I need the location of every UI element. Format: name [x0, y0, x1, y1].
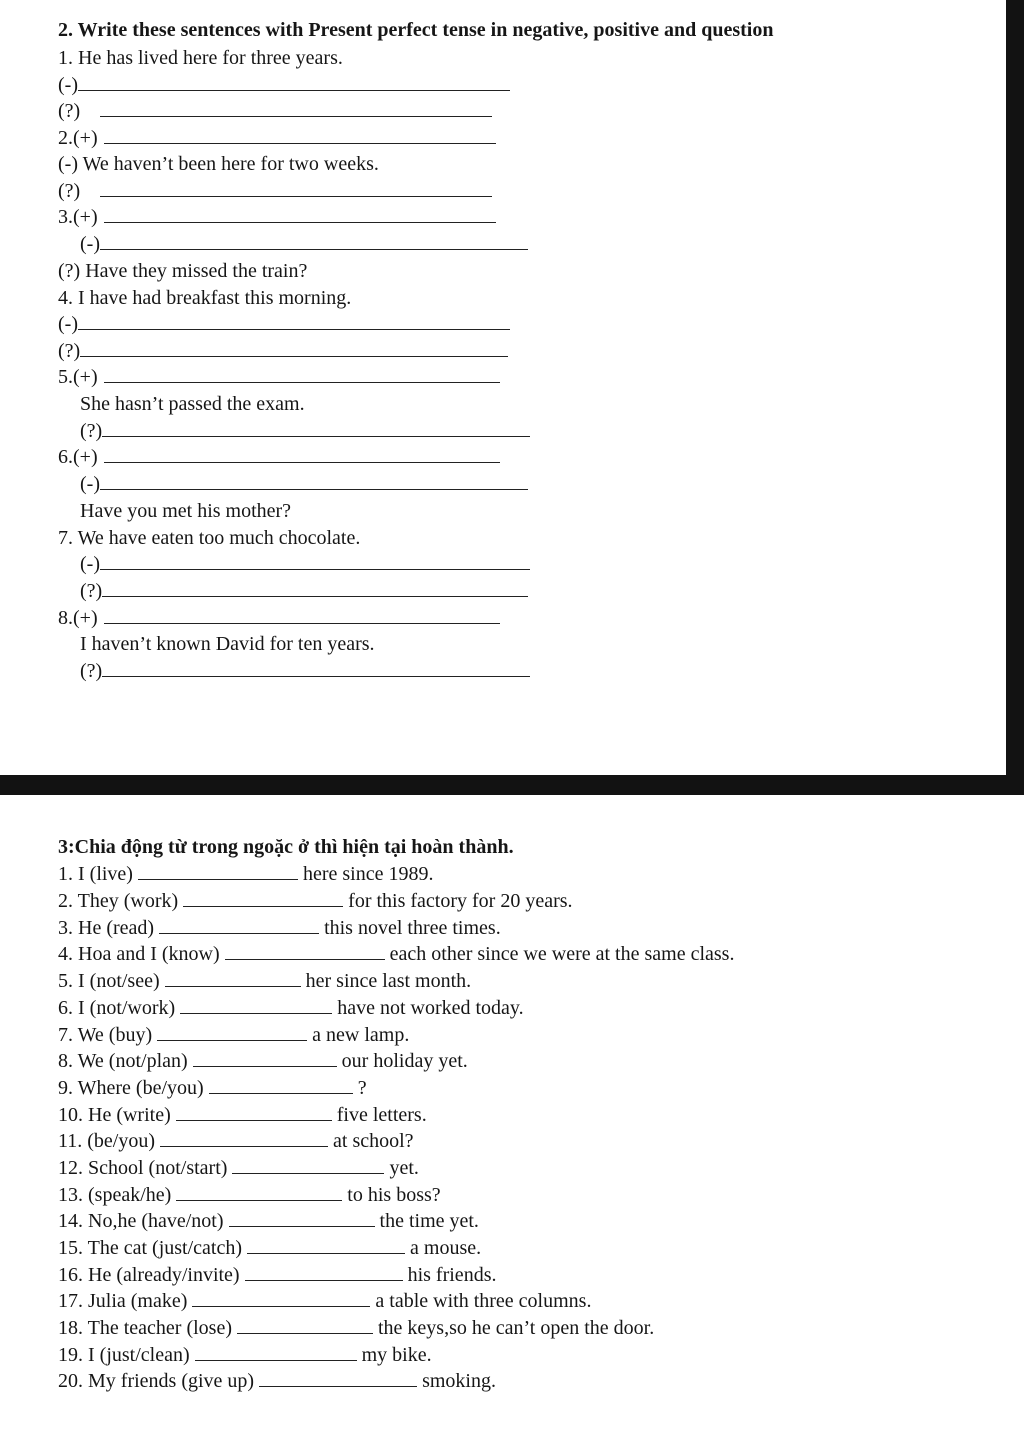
ex2-line-13: 5.(+) — [58, 365, 500, 389]
ex3-item-1: 1. I (live) here since 1989. — [58, 863, 434, 885]
answer-blank[interactable] — [100, 100, 492, 117]
ex2-line-16: 6.(+) — [58, 445, 500, 469]
answer-blank[interactable] — [100, 180, 492, 197]
ex3-item-8: 8. We (not/plan) our holiday yet. — [58, 1050, 468, 1072]
ex2-line-4: 2.(+) — [58, 126, 496, 150]
answer-blank[interactable] — [183, 890, 343, 907]
answer-blank[interactable] — [193, 1050, 337, 1067]
page-separator-band — [0, 775, 1024, 795]
answer-blank[interactable] — [100, 553, 530, 570]
answer-blank[interactable] — [247, 1237, 405, 1254]
exercise-3-title: 3:Chia động từ trong ngoặc ở thì hiện tại hoàn thành. — [58, 836, 514, 858]
ex2-line-8: (-) — [80, 232, 528, 256]
ex2-line-11: (-) — [58, 312, 510, 336]
answer-blank[interactable] — [176, 1104, 332, 1121]
ex2-line-24: (?) — [80, 659, 530, 683]
ex3-item-12: 12. School (not/start) yet. — [58, 1157, 419, 1179]
ex2-line-5: (-) We haven’t been here for two weeks. — [58, 153, 379, 175]
ex3-item-15: 15. The cat (just/catch) a mouse. — [58, 1237, 482, 1259]
ex2-line-12: (?) — [58, 339, 508, 363]
ex3-item-9: 9. Where (be/you) ? — [58, 1077, 367, 1099]
answer-blank[interactable] — [209, 1077, 353, 1094]
ex3-item-13: 13. (speak/he) to his boss? — [58, 1184, 441, 1206]
ex3-item-18: 18. The teacher (lose) the keys,so he can’t open the door. — [58, 1317, 655, 1339]
answer-blank[interactable] — [225, 943, 385, 960]
answer-blank[interactable] — [102, 660, 530, 677]
ex2-line-1: 1. He has lived here for three years. — [58, 47, 343, 69]
answer-blank[interactable] — [104, 607, 500, 624]
answer-blank[interactable] — [104, 206, 496, 223]
ex3-item-17: 17. Julia (make) a table with three columns. — [58, 1290, 592, 1312]
ex3-item-7: 7. We (buy) a new lamp. — [58, 1024, 410, 1046]
answer-blank[interactable] — [80, 340, 508, 357]
answer-blank[interactable] — [195, 1344, 357, 1361]
answer-blank[interactable] — [192, 1290, 370, 1307]
ex2-line-10: 4. I have had breakfast this morning. — [58, 287, 352, 309]
ex3-item-10: 10. He (write) five letters. — [58, 1104, 427, 1126]
answer-blank[interactable] — [104, 366, 500, 383]
ex3-item-11: 11. (be/you) at school? — [58, 1130, 414, 1152]
answer-blank[interactable] — [165, 970, 301, 987]
ex2-line-17: (-) — [80, 472, 528, 496]
answer-blank[interactable] — [180, 997, 332, 1014]
answer-blank[interactable] — [78, 74, 510, 91]
answer-blank[interactable] — [102, 420, 530, 437]
ex2-line-2: (-) — [58, 73, 510, 97]
ex2-line-7: 3.(+) — [58, 205, 496, 229]
ex3-item-20: 20. My friends (give up) smoking. — [58, 1370, 496, 1392]
answer-blank[interactable] — [102, 580, 528, 597]
answer-blank[interactable] — [157, 1024, 307, 1041]
ex3-item-4: 4. Hoa and I (know) each other since we were at the same class. — [58, 943, 735, 965]
answer-blank[interactable] — [78, 313, 510, 330]
answer-blank[interactable] — [237, 1317, 373, 1334]
ex3-item-5: 5. I (not/see) her since last month. — [58, 970, 472, 992]
answer-blank[interactable] — [100, 473, 528, 490]
ex3-item-2: 2. They (work) for this factory for 20 years. — [58, 890, 573, 912]
answer-blank[interactable] — [232, 1157, 384, 1174]
answer-blank[interactable] — [138, 863, 298, 880]
answer-blank[interactable] — [100, 233, 528, 250]
ex3-item-19: 19. I (just/clean) my bike. — [58, 1344, 432, 1366]
ex2-line-15: (?) — [80, 419, 530, 443]
ex2-line-22: 8.(+) — [58, 606, 500, 630]
answer-blank[interactable] — [176, 1184, 342, 1201]
ex2-line-14: She hasn’t passed the exam. — [80, 393, 305, 415]
answer-blank[interactable] — [160, 1130, 328, 1147]
ex2-line-9: (?) Have they missed the train? — [58, 260, 308, 282]
ex3-item-16: 16. He (already/invite) his friends. — [58, 1264, 497, 1286]
answer-blank[interactable] — [259, 1370, 417, 1387]
ex2-line-19: 7. We have eaten too much chocolate. — [58, 527, 361, 549]
answer-blank[interactable] — [159, 917, 319, 934]
answer-blank[interactable] — [229, 1210, 375, 1227]
ex2-line-18: Have you met his mother? — [80, 500, 292, 522]
answer-blank[interactable] — [104, 446, 500, 463]
answer-blank[interactable] — [245, 1264, 403, 1281]
exercise-2-title: 2. Write these sentences with Present perfect tense in negative, positive and question — [58, 19, 774, 41]
ex3-item-14: 14. No,he (have/not) the time yet. — [58, 1210, 479, 1232]
ex2-line-6: (?) — [58, 179, 492, 203]
screen-border-right — [1006, 0, 1024, 795]
ex3-item-3: 3. He (read) this novel three times. — [58, 917, 501, 939]
ex2-line-3: (?) — [58, 99, 492, 123]
answer-blank[interactable] — [104, 127, 496, 144]
ex3-item-6: 6. I (not/work) have not worked today. — [58, 997, 524, 1019]
ex2-line-23: I haven’t known David for ten years. — [80, 633, 375, 655]
ex2-line-20: (-) — [80, 552, 530, 576]
ex2-line-21: (?) — [80, 579, 528, 603]
worksheet-page-2 — [0, 795, 1006, 1445]
